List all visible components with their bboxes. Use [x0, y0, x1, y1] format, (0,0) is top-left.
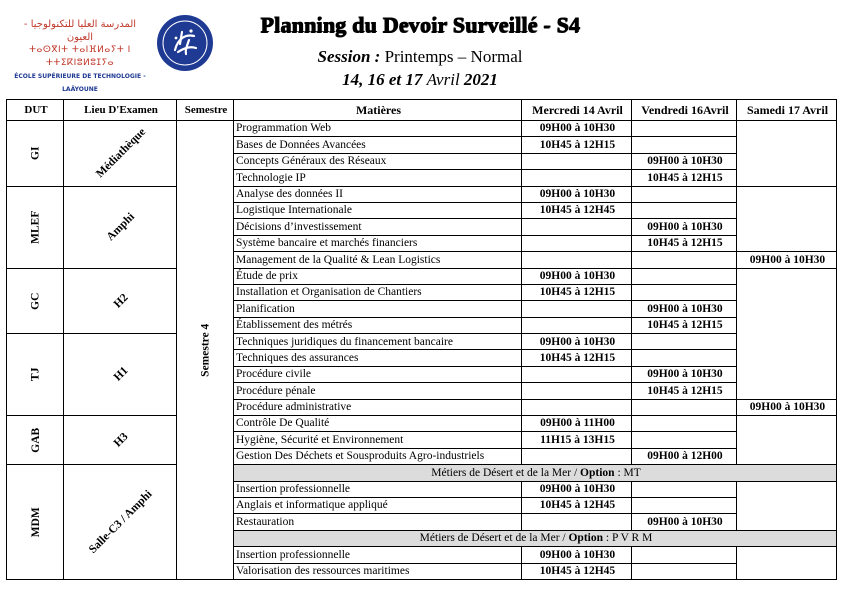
time-slot-d1: 09H00 à 10H30: [522, 121, 632, 137]
option-band-prefix: Métiers de Désert et de la Mer /: [419, 532, 569, 545]
time-slot-d3: [737, 186, 837, 252]
dut-label: GI: [29, 146, 42, 160]
schedule-body: [7, 121, 837, 580]
time-slot-d2: 09H00 à 12H00: [632, 448, 737, 464]
col-day1: Mercredi 14 Avril: [522, 100, 632, 121]
dut-cell: [7, 465, 64, 580]
matiere-cell: Analyse des données II: [234, 186, 522, 202]
time-slot-d1: 10H45 à 12H45: [522, 202, 632, 218]
time-slot-d2: [632, 563, 737, 579]
time-slot-d2: 10H45 à 12H15: [632, 170, 737, 186]
option-band: [234, 465, 837, 481]
time-slot-d3: [737, 268, 837, 399]
time-slot-d2: [632, 137, 737, 153]
time-slot-d1: 10H45 à 12H15: [522, 137, 632, 153]
matiere-cell: Étude de prix: [234, 268, 522, 284]
time-slot-d1: [522, 366, 632, 382]
lieu-label: Salle-C3 / Amphi: [86, 488, 155, 556]
col-day2: Vendredi 16Avril: [632, 100, 737, 121]
time-slot-d2: [632, 350, 737, 366]
time-slot-d1: [522, 252, 632, 268]
matiere-cell: Établissement des métrés: [234, 317, 522, 333]
dut-cell: [7, 121, 64, 187]
session-line: [210, 47, 630, 67]
time-slot-d2: 09H00 à 10H30: [632, 219, 737, 235]
time-slot-d2: 09H00 à 10H30: [632, 153, 737, 169]
time-slot-d1: 09H00 à 10H30: [522, 481, 632, 497]
time-slot-d1: [522, 514, 632, 530]
time-slot-d3: [737, 547, 837, 580]
dut-cell: [7, 416, 64, 465]
time-slot-d1: [522, 399, 632, 415]
dut-cell: [7, 334, 64, 416]
matiere-cell: Procédure civile: [234, 366, 522, 382]
option-band-keyword: Option: [580, 466, 615, 479]
time-slot-d1: 09H00 à 10H30: [522, 334, 632, 350]
matiere-cell: Insertion professionnelle: [234, 547, 522, 563]
table-row: [7, 334, 837, 350]
option-band: [234, 530, 837, 546]
dut-label: MLEF: [29, 210, 42, 244]
matiere-cell: Gestion Des Déchets et Sousproduits Agro-industriels: [234, 448, 522, 464]
page-title: Planning du Devoir Surveillé - S4: [260, 12, 580, 37]
time-slot-d1: [522, 170, 632, 186]
option-band-prefix: Métiers de Désert et de la Mer /: [431, 466, 581, 479]
exam-schedule-table: [6, 99, 837, 580]
time-slot-d1: 09H00 à 10H30: [522, 268, 632, 284]
time-slot-d2: 10H45 à 12H15: [632, 235, 737, 251]
time-slot-d1: 10H45 à 12H15: [522, 284, 632, 300]
lieu-label: H2: [111, 291, 131, 311]
lieu-cell: [64, 121, 177, 187]
time-slot-d3: 09H00 à 10H30: [737, 399, 837, 415]
col-lieu: Lieu D'Examen: [64, 100, 177, 121]
school-name-arabic: المدرسة العليا للتكنولوجيا - العيون: [23, 19, 137, 43]
time-slot-d2: [632, 416, 737, 432]
matiere-cell: Technologie IP: [234, 170, 522, 186]
matiere-cell: Procédure pénale: [234, 383, 522, 399]
lieu-cell: [64, 416, 177, 465]
time-slot-d2: 09H00 à 10H30: [632, 301, 737, 317]
dut-cell: [7, 268, 64, 334]
time-slot-d2: [632, 481, 737, 497]
time-slot-d2: [632, 268, 737, 284]
semestre-cell: [177, 121, 234, 580]
time-slot-d1: [522, 317, 632, 333]
table-row: [7, 416, 837, 432]
table-header-row: [7, 100, 837, 121]
col-semestre: Semestre: [177, 100, 234, 121]
matiere-cell: Techniques juridiques du financement bancaire: [234, 334, 522, 350]
time-slot-d1: 09H00 à 10H30: [522, 186, 632, 202]
dut-label: GC: [29, 292, 42, 310]
col-dut: DUT: [7, 100, 64, 121]
exam-dates: [210, 70, 630, 90]
option-band-keyword: Option: [568, 532, 603, 545]
matiere-cell: Bases de Données Avancées: [234, 137, 522, 153]
time-slot-d1: [522, 448, 632, 464]
matiere-cell: Décisions d’investissement: [234, 219, 522, 235]
time-slot-d2: [632, 186, 737, 202]
time-slot-d1: 10H45 à 12H45: [522, 563, 632, 579]
session-value: Printemps – Normal: [380, 47, 523, 66]
lieu-cell: [64, 268, 177, 334]
school-logo-text: [10, 18, 150, 96]
time-slot-d1: [522, 219, 632, 235]
dut-label: TJ: [29, 367, 42, 382]
lieu-cell: [64, 334, 177, 416]
table-row: [7, 121, 837, 137]
school-seal-icon: [156, 14, 214, 72]
matiere-cell: Management de la Qualité & Lean Logistics: [234, 252, 522, 268]
table-row: [7, 465, 837, 481]
dut-label: MDM: [29, 507, 42, 538]
matiere-cell: Techniques des assurances: [234, 350, 522, 366]
dut-label: GAB: [29, 427, 42, 453]
lieu-label: Médiathèque: [93, 126, 148, 181]
time-slot-d1: 10H45 à 12H45: [522, 497, 632, 513]
matiere-cell: Restauration: [234, 514, 522, 530]
matiere-cell: Contrôle De Qualité: [234, 416, 522, 432]
time-slot-d2: [632, 547, 737, 563]
matiere-cell: Système bancaire et marchés financiers: [234, 235, 522, 251]
time-slot-d2: [632, 497, 737, 513]
document-header: [0, 0, 843, 100]
dates-year: 2021: [459, 70, 498, 89]
table-row: [7, 268, 837, 284]
matiere-cell: Valorisation des ressources maritimes: [234, 563, 522, 579]
time-slot-d1: [522, 383, 632, 399]
matiere-cell: Logistique Internationale: [234, 202, 522, 218]
matiere-cell: Anglais et informatique appliqué: [234, 497, 522, 513]
time-slot-d2: 09H00 à 10H30: [632, 366, 737, 382]
time-slot-d2: [632, 334, 737, 350]
time-slot-d2: 09H00 à 10H30: [632, 514, 737, 530]
dut-cell: [7, 186, 64, 268]
lieu-cell: [64, 186, 177, 268]
lieu-label: H3: [111, 430, 131, 450]
matiere-cell: Installation et Organisation de Chantiers: [234, 284, 522, 300]
time-slot-d1: [522, 235, 632, 251]
time-slot-d3: [737, 416, 837, 465]
matiere-cell: Procédure administrative: [234, 399, 522, 415]
lieu-label: H1: [111, 364, 131, 384]
time-slot-d1: 10H45 à 12H15: [522, 350, 632, 366]
time-slot-d2: 10H45 à 12H15: [632, 317, 737, 333]
matiere-cell: Hygiène, Sécurité et Environnement: [234, 432, 522, 448]
time-slot-d2: [632, 202, 737, 218]
time-slot-d1: 09H00 à 11H00: [522, 416, 632, 432]
time-slot-d2: [632, 121, 737, 137]
time-slot-d1: 09H00 à 10H30: [522, 547, 632, 563]
time-slot-d1: [522, 301, 632, 317]
matiere-cell: Planification: [234, 301, 522, 317]
dates-days: 14, 16 et 17: [342, 70, 427, 89]
time-slot-d3: [737, 121, 837, 187]
time-slot-d2: [632, 432, 737, 448]
time-slot-d3: [737, 481, 837, 530]
session-label: Session :: [317, 47, 381, 66]
matiere-cell: Concepts Généraux des Réseaux: [234, 153, 522, 169]
option-band-value: : P V R M: [603, 532, 653, 545]
col-day3: Samedi 17 Avril: [737, 100, 837, 121]
matiere-cell: Insertion professionnelle: [234, 481, 522, 497]
time-slot-d2: [632, 252, 737, 268]
semestre-label: Semestre 4: [199, 323, 212, 377]
time-slot-d2: [632, 284, 737, 300]
col-matieres: Matières: [234, 100, 522, 121]
lieu-label: Amphi: [104, 210, 138, 244]
time-slot-d3: 09H00 à 10H30: [737, 252, 837, 268]
school-name-french: ÉCOLE SUPÉRIEURE DE TECHNOLOGIE - LAÂYOUNE: [14, 73, 146, 93]
option-band-value: : MT: [614, 466, 641, 479]
time-slot-d1: 11H15 à 13H15: [522, 432, 632, 448]
table-row: [7, 186, 837, 202]
matiere-cell: Programmation Web: [234, 121, 522, 137]
dates-month: Avril: [426, 70, 460, 89]
time-slot-d2: 10H45 à 12H15: [632, 383, 737, 399]
lieu-cell: [64, 465, 177, 580]
time-slot-d2: [632, 399, 737, 415]
time-slot-d1: [522, 153, 632, 169]
school-name-tifinagh: ⵜⴰⵙⴳⵏⵜ ⵜⴰⵏⴼⵍⴰⵢⵜ ⵏ ⵜⵜⵉⴽⵏⵓⵍⵓⵊⵢⴰ: [29, 45, 131, 68]
